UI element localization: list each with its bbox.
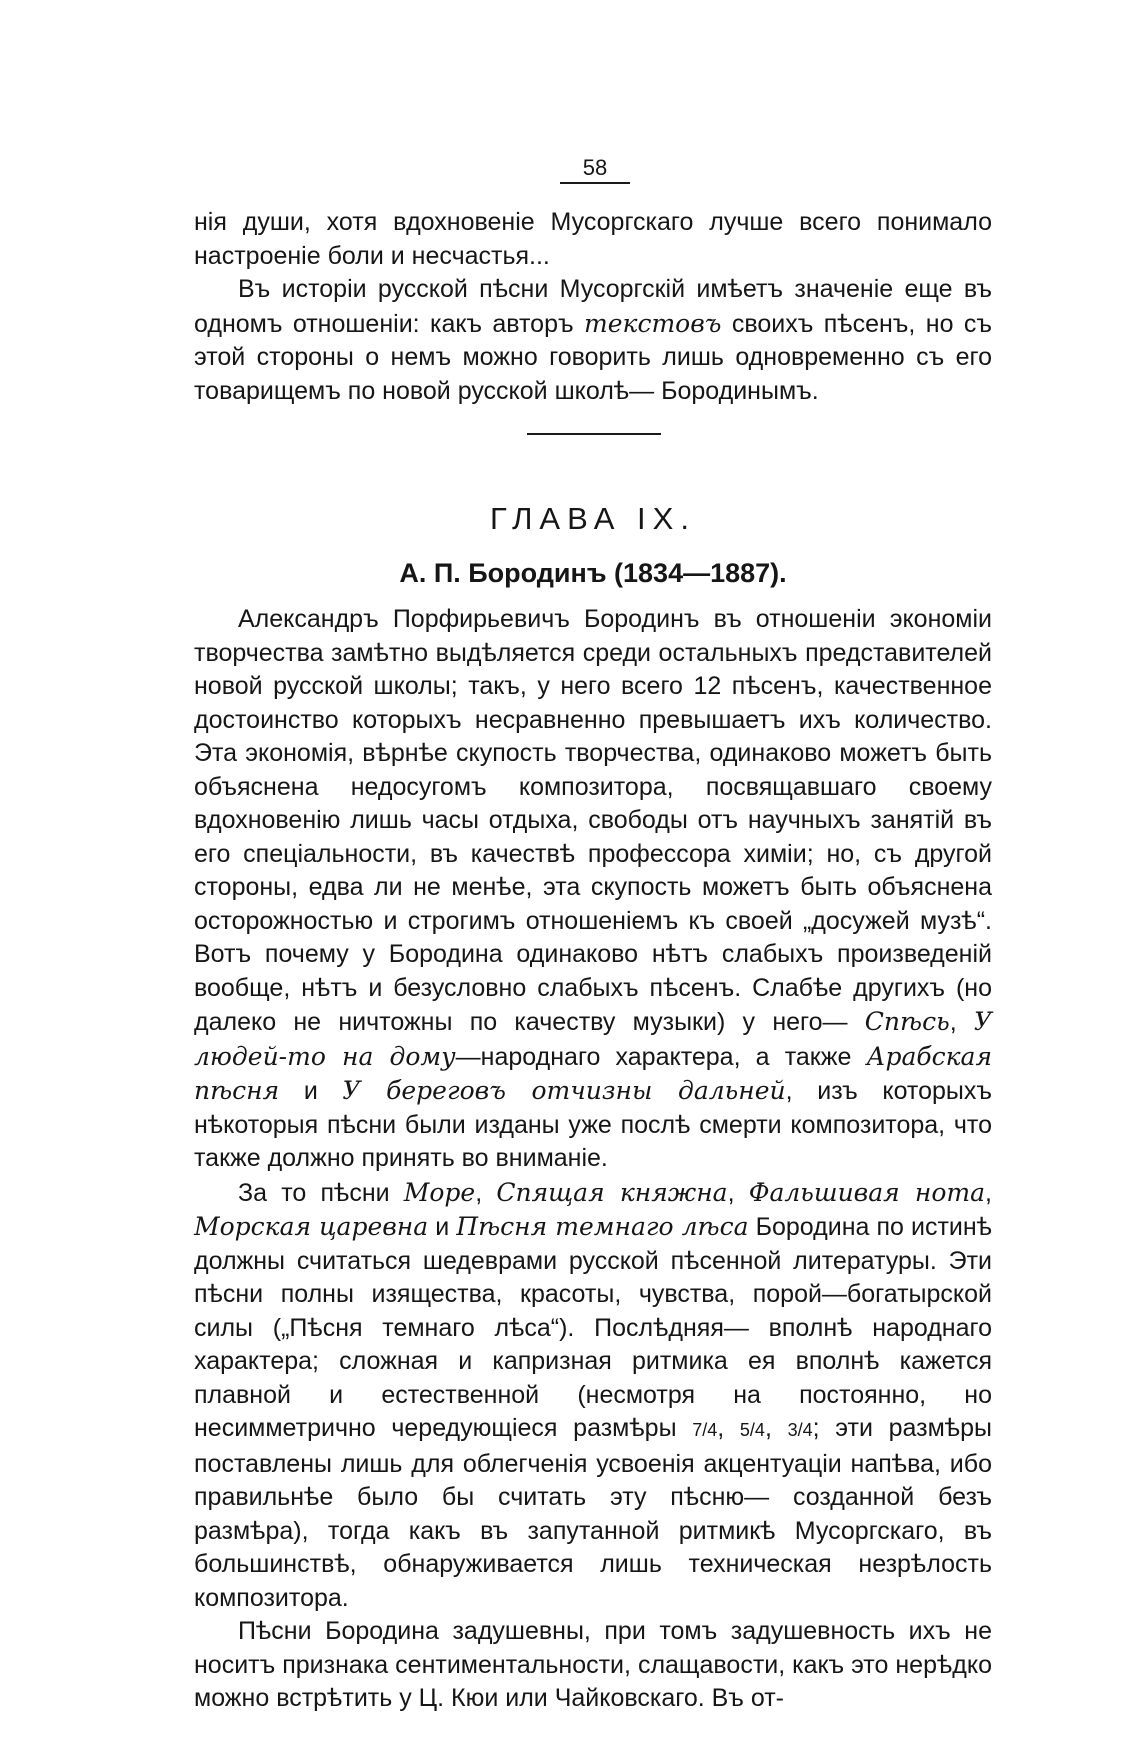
text-run: своихъ пѣсенъ, но съ этой стороны о немъ можно говорить лишь одновременно съ его товарищемъ по новой русской школѣ— Бородинымъ. — [194, 309, 992, 405]
text-run: Пѣсни Бородина задушевны, при томъ задушевность ихъ не носитъ признака сентиментальности, слащавости, какъ это нерѣдко можно встрѣтить у Ц. Кюи или Чайковскаго. Въ от- — [194, 1617, 992, 1712]
text-run: За то пѣсни — [238, 1178, 404, 1207]
text-run: , изъ которыхъ нѣкоторыя пѣсни были изданы уже послѣ смерти композитора, что также должно принять во вниманіе. — [194, 1077, 993, 1172]
text-run: , — [985, 1178, 992, 1207]
song-title: Пѣсня темнаго лѣса — [456, 1212, 749, 1241]
paragraph — [194, 1176, 992, 1616]
chapter-body-text — [194, 603, 992, 1716]
text-run: и — [428, 1213, 457, 1241]
text-run: Александръ Порфирьевичъ Бородинъ въ отношеніи экономіи творчества замѣтно выдѣляется среди остальныхъ представителей новой русской школы; такъ, у него всего 12 пѣсенъ, качественное достоинство которыхъ несравненно превышаетъ ихъ количество. Эта экономія, вѣрнѣе скупость творчества, одинаково можетъ быть объяснена недосугомъ композитора, посвящавшаго своему вдохновенію лишь часы отдыха, свободы отъ научныхъ занятій въ его спеціальности, въ качествѣ профессора химіи; но, съ другой стороны, едва ли не менѣе, эта скупость можетъ быть объяснена осторожностью и строгимъ отношеніемъ къ своей „досужей музѣ“. Вотъ почему у Бородина одинаково нѣтъ слабыхъ произведеній вообще, нѣтъ и безусловно слабыхъ пѣсенъ. Слабѣе другихъ (но далеко не ничтожны по качеству музыки) у него— — [194, 605, 992, 1036]
text-run: , — [764, 1414, 788, 1442]
song-title: У береговъ отчизны дальней — [342, 1076, 786, 1105]
text-run: нія души, хотя вдохновеніе Мусоргскаго лучше всего понимало настроеніе боли и несчастья... — [194, 208, 992, 270]
song-title: Арабская пѣсня — [194, 1041, 993, 1105]
song-title: Спѣсь — [864, 1007, 950, 1036]
text-run: , — [475, 1178, 497, 1207]
chapter-heading: ГЛАВА IX. — [490, 501, 696, 536]
paragraph — [194, 1615, 992, 1716]
meter-fraction: 3/4 — [787, 1420, 813, 1440]
meter-fraction: 7/4 — [692, 1420, 718, 1440]
italic-term: текстовъ — [584, 308, 722, 338]
paragraph — [194, 206, 992, 273]
song-title: У людей-то на дому — [194, 1007, 992, 1071]
text-run: , — [949, 1008, 974, 1036]
section-divider — [527, 433, 661, 435]
text-run: и — [279, 1077, 343, 1105]
text-run: , — [727, 1178, 749, 1207]
song-title: Фальшивая нота — [748, 1177, 986, 1207]
meter-fraction: 5/4 — [739, 1420, 765, 1440]
paragraph — [194, 603, 992, 1176]
song-title: Море — [403, 1177, 476, 1207]
continuation-text — [194, 206, 992, 408]
text-run: —народнаго характера, а также — [455, 1042, 867, 1071]
text-run: ; эти размѣры поставлены лишь для облегченія усвоенія акцентуаціи напѣва, ибо правильнѣе было бы считать эту пѣсню— созданной безъ размѣра), тогда какъ въ запутанной ритмикѣ Мусоргскаго, въ большинствѣ, обнаруживается лишь техническая незрѣлость композитора. — [194, 1414, 992, 1612]
song-title: Спящая княжна — [496, 1177, 728, 1207]
song-title: Морская царевна — [194, 1212, 429, 1241]
text-run: Бородина по истинѣ должны считаться шедеврами русской пѣсенной литературы. Эти пѣсни полны изящества, красоты, чувства, порой—богатырской силы („Пѣсня темнаго лѣса“). Послѣдняя— вполнѣ народнаго характера; сложная и капризная ритмика ея вполнѣ кажется плавной и естественной (несмотря на постоянно, но несимметрично чередующіеся размѣры — [194, 1213, 992, 1442]
section-title: А. П. Бородинъ (1834—1887). — [399, 558, 787, 588]
page-number: 58 — [560, 156, 630, 184]
paragraph — [194, 273, 992, 408]
text-run: , — [717, 1414, 740, 1442]
text-run: Въ исторіи русской пѣсни Мусоргскій имѣетъ значеніе еще въ одномъ отношеніи: какъ авторъ — [194, 275, 992, 338]
